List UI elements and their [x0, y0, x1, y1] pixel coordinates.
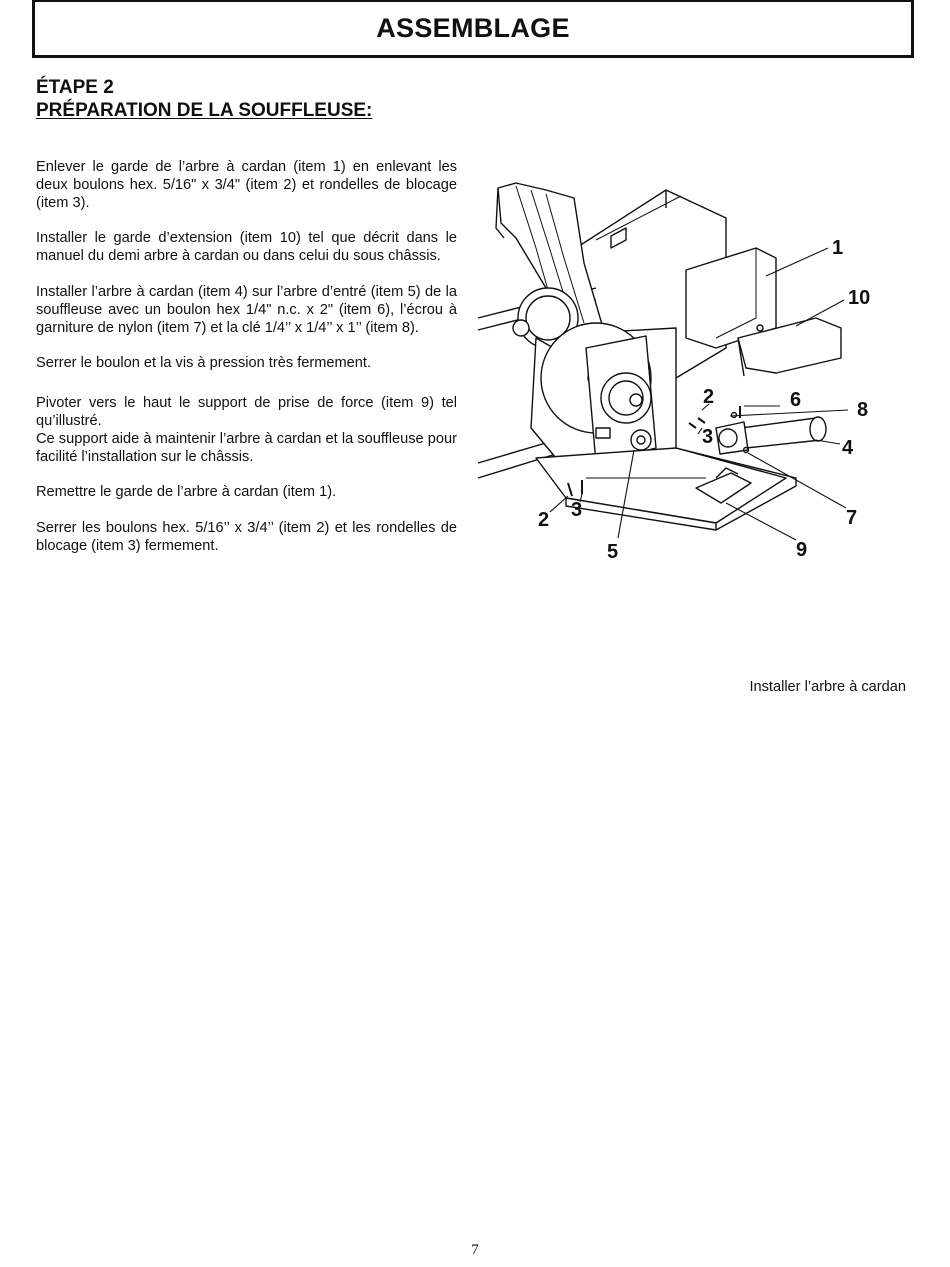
callout-7: 7: [846, 507, 858, 529]
paragraph-extension-guard: Installer le garde d’extension (item 10) tel que décrit dans le manuel du demi arbre à cardan ou dans celui du sous châssis.: [36, 230, 457, 265]
paragraph-remove-guard: Enlever le garde de l’arbre à cardan (item 1) en enlevant les deux boulons hex. 5/16" x 3/4" (item 2) et rondelles de blocage (item 3).: [36, 159, 457, 211]
paragraph-tighten: Serrer le boulon et la vis à pression très fermement.: [36, 355, 371, 372]
callout-2a: 2: [703, 386, 715, 408]
step-title: PRÉPARATION DE LA SOUFFLEUSE:: [36, 100, 373, 121]
instructions: [36, 159, 457, 556]
callout-10: 10: [848, 287, 871, 309]
callout-3a: 3: [702, 426, 714, 448]
callout-3b: 3: [571, 499, 583, 521]
step-heading: [36, 76, 372, 122]
paragraph-install-shaft: Installer l’arbre à cardan (item 4) sur l’arbre d’entré (item 5) de la souffleuse avec un boulon hex 1/4" n.c. x 2" (item 6), l’écrou à garniture de nylon (item 7) et la clé 1/4’’ x 1/4’’ x 1’’ (item 8).: [36, 283, 457, 336]
header-box: [32, 0, 914, 58]
step-number: ÉTAPE 2: [36, 77, 114, 98]
snowblower-assembly-diagram: [476, 178, 896, 570]
page-title: ASSEMBLAGE: [376, 13, 570, 43]
callout-8: 8: [857, 399, 869, 421]
paragraph-pivot-support: Pivoter vers le haut le support de prise de force (item 9) tel qu’illustré.: [36, 395, 457, 429]
paragraph-tighten-bolts: Serrer les boulons hex. 5/16’’ x 3/4’’ (item 2) et les rondelles de blocage (item 3) fermement.: [36, 520, 457, 554]
paragraph-replace-guard: Remettre le garde de l’arbre à cardan (item 1).: [36, 484, 337, 501]
callout-2b: 2: [538, 509, 550, 531]
callout-1: 1: [832, 237, 844, 259]
figure-caption: Installer l’arbre à cardan: [749, 679, 906, 695]
callout-9: 9: [796, 539, 808, 561]
page-number: 7: [471, 1242, 479, 1258]
callout-4: 4: [842, 437, 854, 459]
callout-5: 5: [607, 541, 619, 563]
callout-6: 6: [790, 389, 802, 411]
paragraph-support-note: Ce support aide à maintenir l’arbre à cardan et la souffleuse pour facilité l’installation sur le châssis.: [36, 430, 457, 465]
